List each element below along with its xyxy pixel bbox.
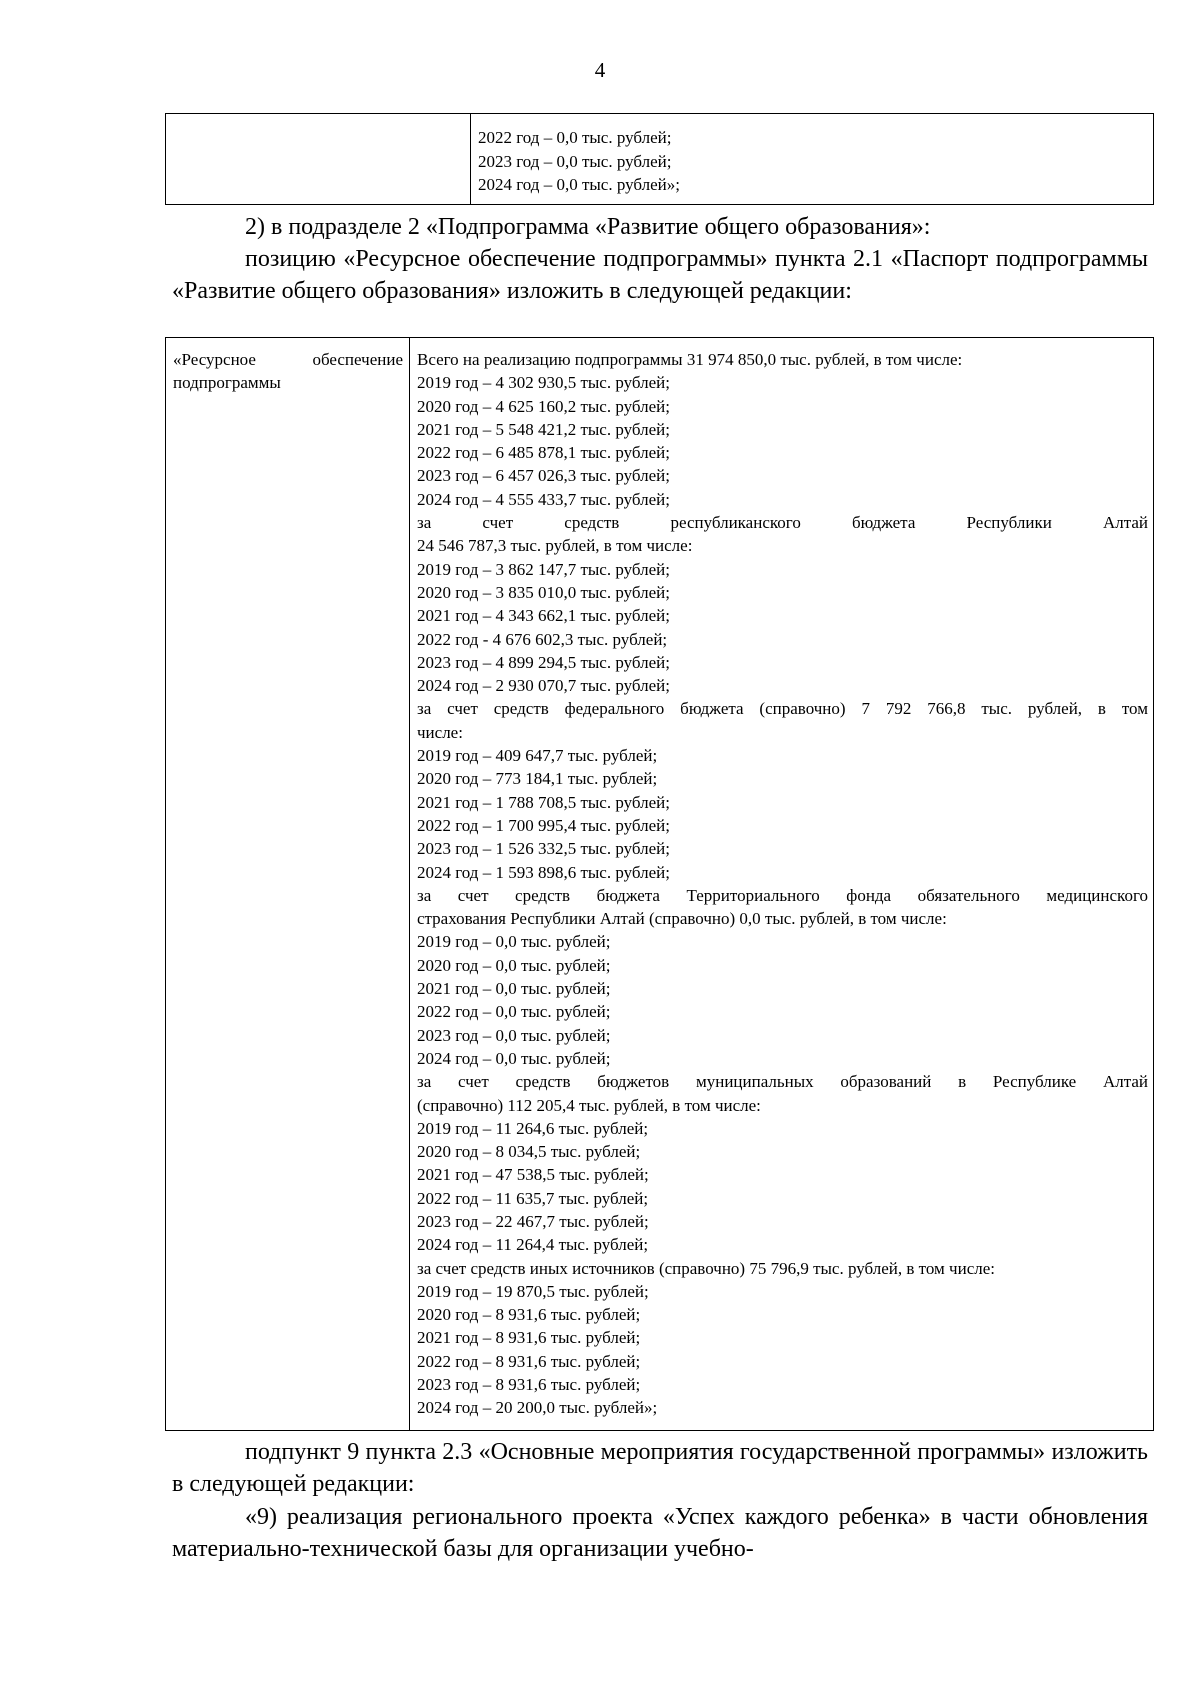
total-line: Всего на реализацию подпрограммы 31 974 850,0 тыс. рублей, в том числе:	[417, 350, 963, 369]
year-line: 2024 год – 11 264,4 тыс. рублей;	[417, 1235, 649, 1255]
column-divider	[409, 338, 410, 1430]
year-line: 2020 год – 773 184,1 тыс. рублей;	[417, 769, 658, 789]
resource-details	[417, 348, 1148, 1420]
year-line: 2023 год – 1 526 332,5 тыс. рублей;	[417, 839, 670, 859]
year-line: 2021 год – 5 548 421,2 тыс. рублей;	[417, 419, 670, 439]
municipal-budget-line: за счет средств бюджетов муниципальных образований в Республике Алтай	[417, 1072, 1148, 1092]
other-sources-line: за счет средств иных источников (справочно) 75 796,9 тыс. рублей, в том числе:	[417, 1258, 995, 1278]
year-line: 2020 год – 0,0 тыс. рублей;	[417, 955, 611, 975]
year-line: 2023 год – 22 467,7 тыс. рублей;	[417, 1211, 649, 1231]
year-line: 2019 год – 19 870,5 тыс. рублей;	[417, 1281, 649, 1301]
page-number: 4	[594, 58, 606, 82]
year-line: 2022 год – 0,0 тыс. рублей;	[417, 1002, 611, 1022]
year-line: 2019 год – 4 302 930,5 тыс. рублей;	[417, 373, 670, 393]
year-line: 2020 год – 3 835 010,0 тыс. рублей;	[417, 582, 670, 602]
year-line: 2022 год – 11 635,7 тыс. рублей;	[417, 1188, 649, 1208]
year-line: 2024 год – 0,0 тыс. рублей»;	[478, 175, 680, 194]
year-line: 2022 год – 8 931,6 тыс. рублей;	[417, 1351, 641, 1371]
year-line: 2021 год – 47 538,5 тыс. рублей;	[417, 1165, 649, 1185]
continued-table-cell	[478, 126, 680, 197]
year-line: 2022 год - 4 676 602,3 тыс. рублей;	[417, 629, 668, 649]
year-line: 2024 год – 4 555 433,7 тыс. рублей;	[417, 489, 670, 509]
republic-budget-total: 24 546 787,3 тыс. рублей, в том числе:	[417, 536, 693, 556]
year-line: 2024 год – 2 930 070,7 тыс. рублей;	[417, 676, 670, 696]
municipal-budget-line-end: (справочно) 112 205,4 тыс. рублей, в том числе:	[417, 1095, 761, 1115]
fund-budget-line-end: страхования Республики Алтай (справочно) 0,0 тыс. рублей, в том числе:	[417, 909, 947, 929]
column-divider	[470, 114, 471, 204]
item-9-paragraph: «9) реализация регионального проекта «Успех каждого ребенка» в части обновления материально-технической базы для организации учебно-	[172, 1504, 1148, 1562]
subparagraph-paragraph: подпункт 9 пункта 2.3 «Основные мероприятия государственной программы» изложить в следующей редакции:	[172, 1439, 1148, 1497]
federal-budget-line-end: числе:	[417, 722, 463, 742]
year-line: 2022 год – 1 700 995,4 тыс. рублей;	[417, 815, 670, 835]
year-line: 2020 год – 8 931,6 тыс. рублей;	[417, 1305, 641, 1325]
year-line: 2022 год – 6 485 878,1 тыс. рублей;	[417, 443, 670, 463]
republic-budget-line: за счет средств республиканского бюджета Республики Алтай	[417, 513, 1148, 533]
year-line: 2024 год – 20 200,0 тыс. рублей»;	[417, 1398, 658, 1418]
year-line: 2019 год – 409 647,7 тыс. рублей;	[417, 746, 658, 766]
year-line: 2024 год – 1 593 898,6 тыс. рублей;	[417, 862, 670, 882]
year-line: 2023 год – 0,0 тыс. рублей;	[417, 1025, 611, 1045]
year-line: 2019 год – 11 264,6 тыс. рублей;	[417, 1118, 649, 1138]
row-label: «Ресурсное обеспечение подпрограммы	[173, 350, 403, 393]
continued-table	[165, 113, 1154, 205]
year-line: 2023 год – 4 899 294,5 тыс. рублей;	[417, 652, 670, 672]
year-line: 2023 год – 8 931,6 тыс. рублей;	[417, 1375, 641, 1395]
year-line: 2024 год – 0,0 тыс. рублей;	[417, 1048, 611, 1068]
year-line: 2020 год – 8 034,5 тыс. рублей;	[417, 1142, 641, 1162]
instruction-paragraph: позицию «Ресурсное обеспечение подпрограммы» пункта 2.1 «Паспорт подпрограммы «Развитие общего образования» изложить в следующей редакции:	[172, 246, 1148, 304]
year-line: 2019 год – 3 862 147,7 тыс. рублей;	[417, 559, 670, 579]
year-line: 2023 год – 6 457 026,3 тыс. рублей;	[417, 466, 670, 486]
federal-budget-line: за счет средств федерального бюджета (справочно) 7 792 766,8 тыс. рублей, в том	[417, 699, 1148, 719]
year-line: 2021 год – 4 343 662,1 тыс. рублей;	[417, 606, 670, 626]
year-line: 2023 год – 0,0 тыс. рублей;	[478, 151, 672, 171]
fund-budget-line: за счет средств бюджета Территориального фонда обязательного медицинского	[417, 885, 1148, 905]
year-line: 2021 год – 8 931,6 тыс. рублей;	[417, 1328, 641, 1348]
year-line: 2019 год – 0,0 тыс. рублей;	[417, 932, 611, 952]
section-heading: 2) в подразделе 2 «Подпрограмма «Развитие общего образования»:	[245, 214, 931, 240]
year-line: 2020 год – 4 625 160,2 тыс. рублей;	[417, 396, 670, 416]
resource-table	[165, 337, 1154, 1431]
year-line: 2021 год – 1 788 708,5 тыс. рублей;	[417, 792, 670, 812]
year-line: 2022 год – 0,0 тыс. рублей;	[478, 128, 672, 147]
year-line: 2021 год – 0,0 тыс. рублей;	[417, 979, 611, 999]
